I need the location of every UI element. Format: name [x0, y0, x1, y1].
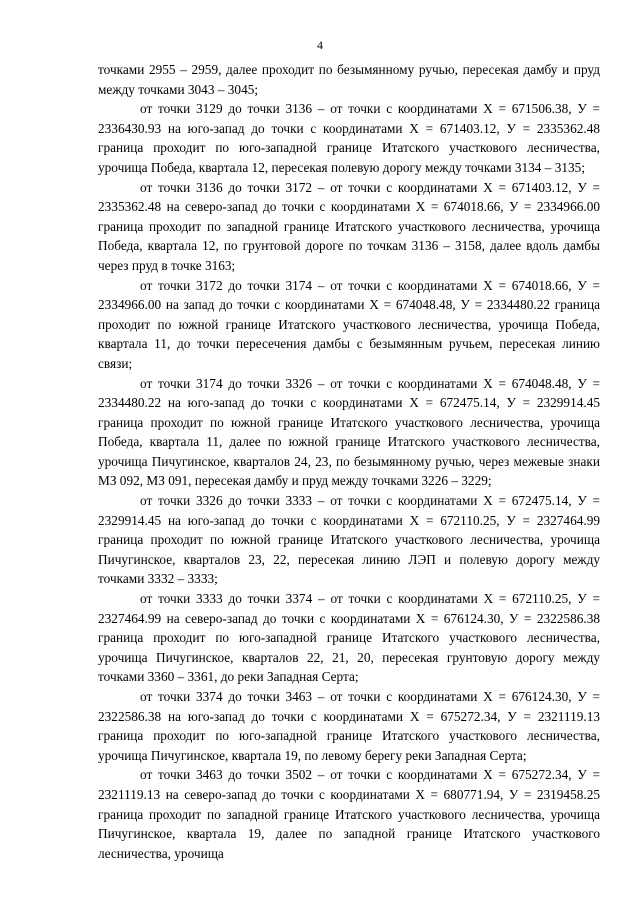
- paragraph-segment-3172-3174: от точки 3172 до точки 3174 – от точки с координатами X = 674018.66, У = 2334966.00 на запад до точки с координатами X = 674048.48, У = 2334480.22 граница проходит по южной границе Итатского участкового лесничества, урочища Победа, квартала 11, до точки пересечения дамбы с безымянным ручьем, пересекая линию связи;: [98, 277, 600, 371]
- paragraph-continuation: точками 2955 – 2959, далее проходит по безымянному ручью, пересекая дамбу и пруд между точками 3043 – 3045;: [98, 62, 600, 97]
- paragraph-segment-3374-3463: от точки 3374 до точки 3463 – от точки с координатами X = 676124.30, У = 2322586.38 на юго-запад до точки с координатами X = 675272.34, У = 2321119.13 граница проходит по юго-западной границе Итатского участкового лесничества, урочища Пичугинское, квартала 19, по левому берегу реки Западная Серта;: [98, 689, 600, 763]
- paragraph-segment-3333-3374: от точки 3333 до точки 3374 – от точки с координатами X = 672110.25, У = 2327464.99 на северо-запад до точки с координатами X = 676124.30, У = 2322586.38 граница проходит по юго-западной границе Итатского участкового лесничества, урочища Пичугинское, кварталов 22, 21, 20, пересекая грунтовую дорогу между точками 3360 – 3361, до реки Западная Серта;: [98, 591, 600, 685]
- paragraph-segment-3326-3333: от точки 3326 до точки 3333 – от точки с координатами X = 672475.14, У = 2329914.45 на юго-запад до точки с координатами X = 672110.25, У = 2327464.99 граница проходит по южной границе Итатского участкового лесничества, урочища Пичугинское, кварталов 23, 22, пересекая линию ЛЭП и полевую дорогу между точками 3332 – 3333;: [98, 493, 600, 587]
- paragraph-segment-3174-3326: от точки 3174 до точки 3326 – от точки с координатами X = 674048.48, У = 2334480.22 на юго-запад до точки с координатами X = 672475.14, У = 2329914.45 граница проходит по южной границе Итатского участкового лесничества, урочища Победа, квартала 11, далее по южной границе Итатского участкового лесничества, урочища Пичугинское, кварталов 24, 23, по безымянному ручью, через межевые знаки МЗ 092, МЗ 091, пересекая дамбу и пруд между точками 3226 – 3229;: [98, 375, 600, 489]
- paragraph-segment-3136-3172: от точки 3136 до точки 3172 – от точки с координатами X = 671403.12, У = 2335362.48 на северо-запад до точки с координатами X = 674018.66, У = 2334966.00 граница проходит по западной границе Итатского участкового лесничества, урочища Победа, квартала 12, по грунтовой дороге по точкам 3136 – 3158, далее вдоль дамбы через пруд в точке 3163;: [98, 179, 600, 273]
- page-number: 4: [317, 38, 323, 52]
- paragraph-segment-3129-3136: от точки 3129 до точки 3136 – от точки с координатами X = 671506.38, У = 2336430.93 на юго-запад до точки с координатами X = 671403.12, У = 2335362.48 граница проходит по юго-западной границе Итатского участкового лесничества, урочища Победа, квартала 12, пересекая полевую дорогу между точками 3134 – 3135;: [98, 101, 600, 175]
- document-body: [98, 60, 600, 863]
- paragraph-segment-3463-3502: от точки 3463 до точки 3502 – от точки с координатами X = 675272.34, У = 2321119.13 на северо-запад до точки с координатами X = 680771.94, У = 2319458.25 граница проходит по западной границе Итатского участкового лесничества, урочища Пичугинское, квартала 19, далее по западной границе Итатского участкового лесничества, урочища: [98, 767, 600, 861]
